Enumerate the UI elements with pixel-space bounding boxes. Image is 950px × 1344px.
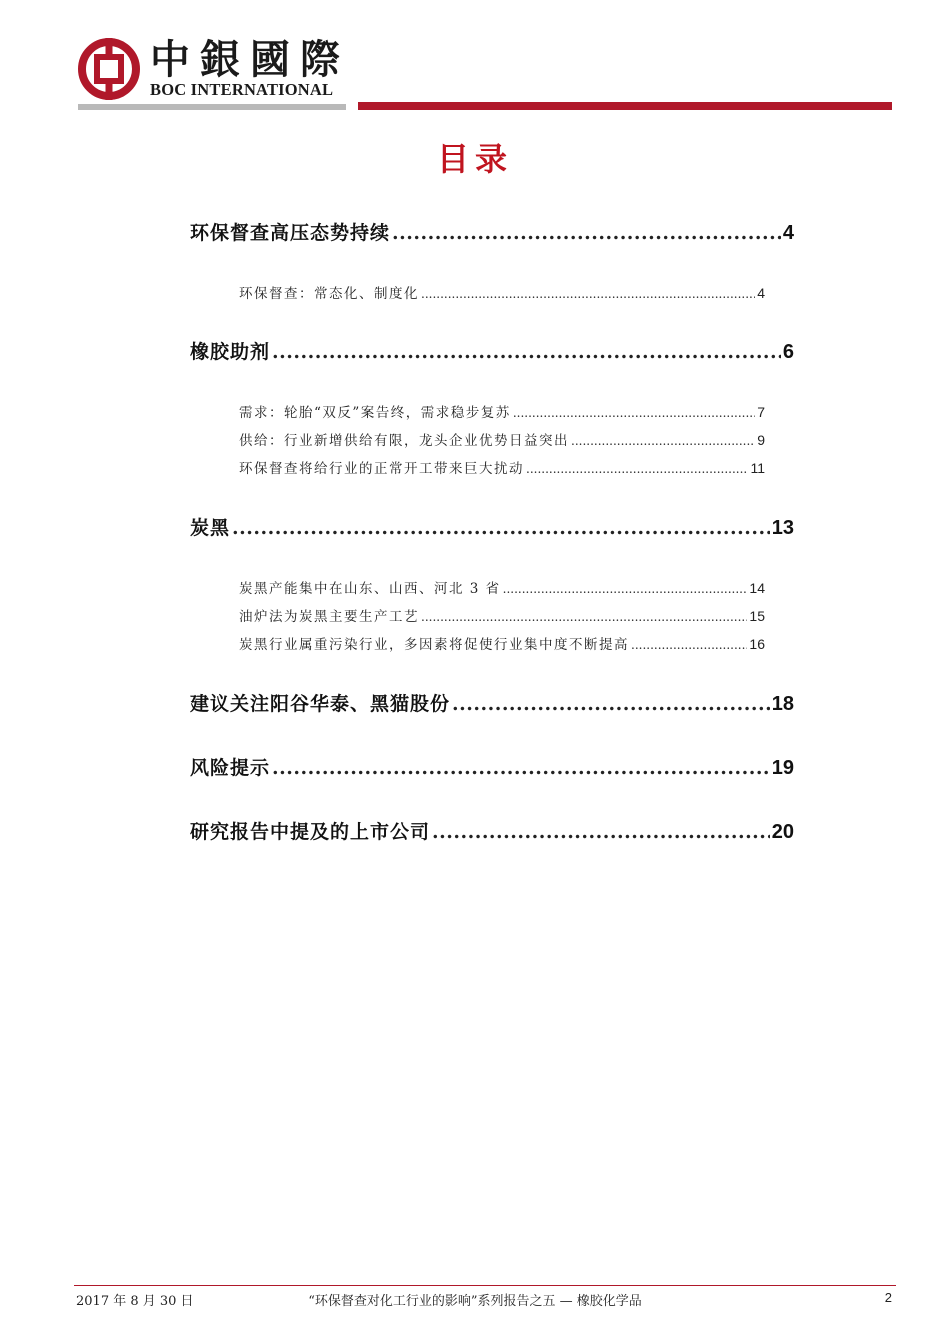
toc-entry-page: 15 xyxy=(749,608,765,624)
brand-name-chinese: 中銀國際 xyxy=(150,36,350,83)
toc-entry-level2[interactable] xyxy=(239,633,765,653)
toc-entry-title: 炭黑 xyxy=(190,517,231,539)
toc-entry-page: 20 xyxy=(771,821,794,843)
toc-entry-title: 炭黑行业属重污染行业，多因素将促使行业集中度不断提高 xyxy=(239,637,629,653)
toc-entry-level2[interactable] xyxy=(239,401,765,421)
header-rule-gray xyxy=(78,104,346,110)
toc-entry-page: 13 xyxy=(771,517,794,539)
footer-page-number: 2 xyxy=(884,1290,892,1305)
footer-date: 2017 年 8 月 30 日 xyxy=(76,1294,194,1309)
toc-entry-page: 19 xyxy=(771,757,794,779)
toc-entry-title: 环保督查将给行业的正常开工带来巨大扰动 xyxy=(239,461,524,477)
toc-leader-dots xyxy=(272,341,781,363)
footer-rule xyxy=(74,1285,896,1286)
toc-entry-level1[interactable] xyxy=(190,753,794,780)
toc-entry-page: 7 xyxy=(757,404,765,420)
brand-name-english: BOC INTERNATIONAL xyxy=(150,80,334,99)
toc-leader-dots xyxy=(503,582,748,596)
toc-leader-dots xyxy=(232,517,770,539)
boc-logo-icon xyxy=(78,38,140,100)
toc-entry-page: 4 xyxy=(782,222,794,244)
toc-leader-dots xyxy=(452,693,770,715)
toc-title: 目录 xyxy=(436,140,513,178)
toc-entry-page: 11 xyxy=(750,460,765,476)
toc-entry-title: 油炉法为炭黑主要生产工艺 xyxy=(239,609,419,625)
toc-entry-title: 炭黑产能集中在山东、山西、河北 3 省 xyxy=(239,581,501,597)
toc-entry-title: 橡胶助剂 xyxy=(190,341,271,363)
toc-entry-level1[interactable] xyxy=(190,689,794,716)
toc-leader-dots xyxy=(432,821,770,843)
toc-entry-level2[interactable] xyxy=(239,429,765,449)
toc-entry-level2[interactable] xyxy=(239,577,765,597)
toc-leader-dots xyxy=(631,638,747,652)
toc-entry-level1[interactable] xyxy=(190,337,794,364)
toc-entry-title: 建议关注阳谷华泰、黑猫股份 xyxy=(190,693,451,715)
toc-entry-level1[interactable] xyxy=(190,817,794,844)
toc-entry-level2[interactable] xyxy=(239,605,765,625)
toc-leader-dots xyxy=(526,462,748,476)
toc-leader-dots xyxy=(272,757,770,779)
toc-entry-level1[interactable] xyxy=(190,218,794,245)
toc-entry-title: 需求：轮胎“双反”案告终，需求稳步复苏 xyxy=(239,405,511,421)
toc-entry-page: 14 xyxy=(749,580,765,596)
toc-leader-dots xyxy=(421,610,747,624)
page-header xyxy=(78,36,892,112)
toc-entry-title: 环保督查高压态势持续 xyxy=(190,222,391,244)
footer-report-title: “环保督查对化工行业的影响”系列报告之五 — 橡胶化学品 xyxy=(308,1294,642,1309)
toc-entry-page: 9 xyxy=(757,432,765,448)
toc-leader-dots xyxy=(571,434,755,448)
toc-entry-level1[interactable] xyxy=(190,513,794,540)
toc-entry-title: 供给：行业新增供给有限，龙头企业优势日益突出 xyxy=(239,433,569,449)
toc-entry-level2[interactable] xyxy=(239,282,765,302)
header-rule-red xyxy=(358,102,892,110)
toc-leader-dots xyxy=(421,287,755,301)
toc-leader-dots xyxy=(513,406,755,420)
toc-leader-dots xyxy=(392,222,781,244)
toc-entry-title: 环保督查：常态化、制度化 xyxy=(239,286,419,302)
toc-entry-level2[interactable] xyxy=(239,457,765,477)
toc-entry-title: 研究报告中提及的上市公司 xyxy=(190,821,431,843)
toc-entry-page: 18 xyxy=(771,693,794,715)
toc-entry-title: 风险提示 xyxy=(190,757,271,779)
toc-entry-page: 16 xyxy=(749,636,765,652)
toc-entry-page: 4 xyxy=(757,285,765,301)
toc-entry-page: 6 xyxy=(782,341,794,363)
